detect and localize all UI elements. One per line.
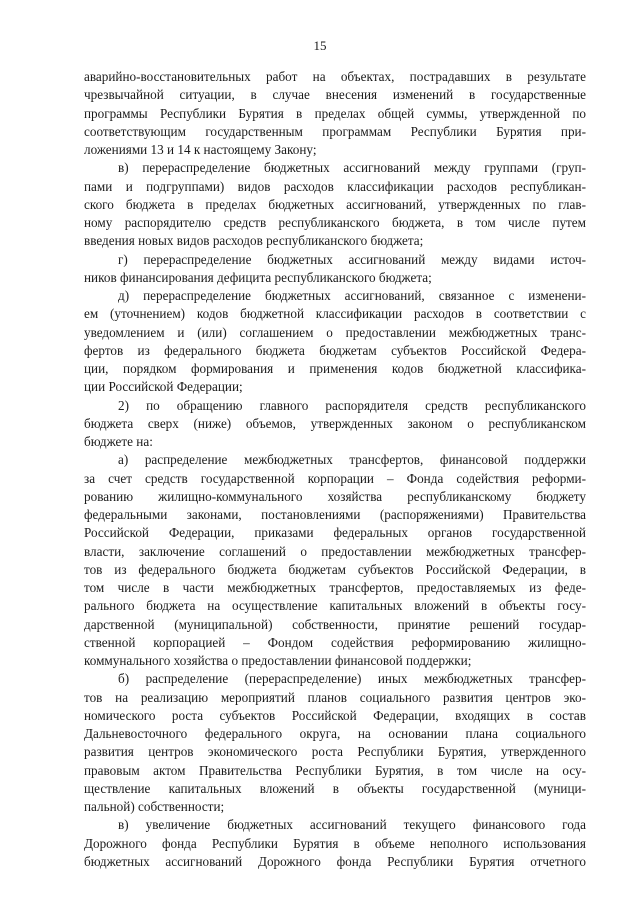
- text-line: аварийно-восстановительных работ на объектах, пострадавших в результате: [84, 69, 586, 84]
- text-line: в) перераспределение бюджетных ассигнований между группами (груп-: [118, 160, 586, 176]
- text-line: ем (уточнением) кодов бюджетной классификации расходов в соответствии с: [84, 306, 586, 322]
- text-line: уведомлением и (или) соглашением о предоставлении межбюджетных транс-: [84, 324, 586, 340]
- text-line: ному распорядителю средств республиканского бюджета, в том числе путем: [84, 215, 586, 230]
- text-line: пами и подгруппами) видов расходов классификации расходов республикан-: [84, 178, 586, 194]
- text-line: введения новых видов расходов республиканского бюджета;: [84, 233, 424, 249]
- text-line: номического роста субъектов Российской Федерации, входящих в состав: [84, 707, 586, 723]
- text-line: ществление капитальных вложений в объекты государственной (муници-: [84, 780, 586, 796]
- text-line: федеральными законами, постановлениями (распоряжениями) Правительства: [84, 507, 586, 522]
- text-line: власти, заключение соглашений о предоставлении межбюджетных трансфер-: [84, 543, 586, 559]
- text-line: г) перераспределение бюджетных ассигнований между видами источ-: [118, 251, 586, 267]
- text-line: тов из федерального бюджета бюджетам субъектов Российской Федерации, в: [84, 561, 586, 577]
- text-line: бюджета сверх (ниже) объемов, утвержденных законом о республиканском: [84, 415, 586, 431]
- text-line: ственной корпорацией – Фондом содействия реформированию жилищно-: [84, 634, 586, 650]
- text-line: 2) по обращению главного распорядителя средств республиканского: [118, 397, 586, 413]
- text-line: ников финансирования дефицита республиканского бюджета;: [84, 269, 432, 285]
- text-line: фертов из федерального бюджета бюджетам субъектов Российской Федера-: [84, 342, 586, 358]
- text-line: чрезвычайной ситуации, в случае внесения изменений в государственные: [84, 87, 586, 103]
- text-line: пальной) собственности;: [84, 799, 225, 814]
- text-line: правовым актом Правительства Республики Бурятия, в том числе на осу-: [84, 762, 586, 778]
- text-line: рованию жилищно-коммунального хозяйства республиканскому бюджету: [84, 488, 586, 504]
- text-line: ского бюджета в пределах бюджетных ассигнований, утвержденных по глав-: [84, 196, 586, 212]
- text-line: ции Российской Федерации;: [84, 379, 243, 395]
- text-line: дарственной (муниципальной) собственности, принятие решений государ-: [84, 616, 586, 632]
- text-line: тов на реализацию мероприятий планов социального развития центров эко-: [84, 689, 586, 705]
- text-line: рального бюджета на осуществление капитальных вложений в объекты госу-: [84, 598, 586, 614]
- page-number: 15: [313, 38, 327, 53]
- text-line: соответствующим государственным программам Республики Бурятия при-: [84, 123, 586, 139]
- document-body: [84, 68, 586, 871]
- text-line: программы Республики Бурятия в пределах общей суммы, утвержденной по: [84, 105, 586, 121]
- text-line: развития центров экономического роста Республики Бурятия, утвержденного: [84, 744, 586, 760]
- text-line: Российской Федерации, приказами федеральных органов государственной: [84, 525, 586, 541]
- text-line: в) увеличение бюджетных ассигнований текущего финансового года: [118, 817, 586, 833]
- text-line: б) распределение (перераспределение) иных межбюджетных трансфер-: [118, 671, 586, 687]
- text-line: д) перераспределение бюджетных ассигнований, связанное с изменени-: [118, 288, 586, 303]
- text-line: Дальневосточного федерального округа, на основании плана социального: [84, 726, 586, 741]
- text-line: а) распределение межбюджетных трансфертов, финансовой поддержки: [118, 452, 586, 468]
- text-line: за счет средств государственной корпорации – Фонда содействия реформи-: [84, 470, 586, 486]
- text-line: бюджете на:: [84, 434, 153, 449]
- text-line: бюджетных ассигнований Дорожного фонда Республики Бурятия отчетного: [84, 853, 586, 869]
- text-line: коммунального хозяйства о предоставлении финансовой поддержки;: [84, 653, 472, 668]
- text-line: том числе в части межбюджетных трансфертов, предоставляемых из феде-: [84, 580, 586, 595]
- text-line: ции, порядком формирования и применения кодов бюджетной классифика-: [84, 361, 586, 376]
- text-line: ложениями 13 и 14 к настоящему Закону;: [84, 142, 317, 157]
- text-line: Дорожного фонда Республики Бурятия в объеме неполного использования: [84, 835, 586, 851]
